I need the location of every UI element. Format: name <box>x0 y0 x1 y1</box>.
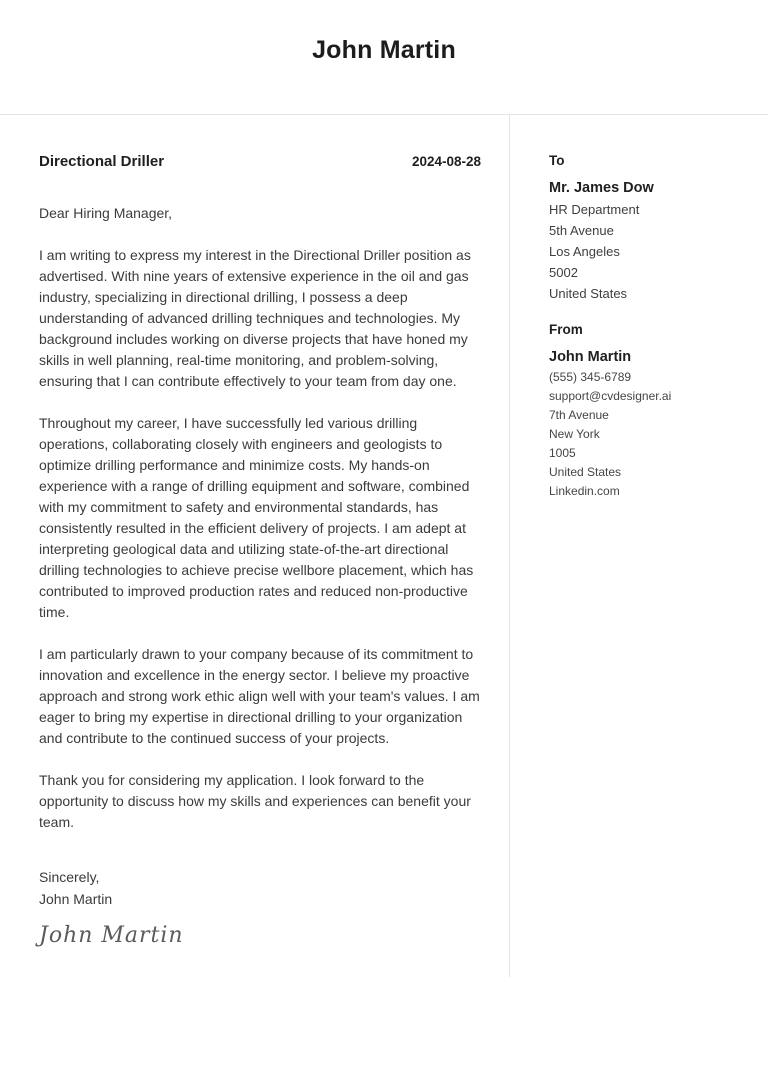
recipient-address-line: HR Department <box>549 202 640 217</box>
closing-salutation: Sincerely, <box>39 869 100 885</box>
letter-body-column <box>0 115 510 977</box>
letter-paragraph: Throughout my career, I have successfully led various drilling operations, collaborating closely with engineers and geologists to optimize drilling performance and minimize costs. My hands-on experience with a range of drilling equipment and software, combined with my commitment to safety and environmental standards, has consistently resulted in the efficient delivery of projects. I am adept at interpreting geological data and utilizing state-of-the-art directional drilling technologies to achieve precise wellbore placement, which has contributed to improved production rates and reduced non-productive time. <box>39 415 474 620</box>
sender-phone: (555) 345-6789 <box>549 370 632 384</box>
letter-paragraph: I am writing to express my interest in the Directional Driller position as advertised. With nine years of extensive experience in the oil and gas industry, specializing in directional drilling, I possess a deep understanding of advanced drilling techniques and technologies. My background includes working on diverse projects that have honed my skills in well planning, real-time monitoring, and problem-solving, ensuring that I can contribute effectively to your team from day one. <box>39 247 471 389</box>
applicant-name-heading: John Martin <box>312 35 456 64</box>
letter-paragraph: I am particularly drawn to your company because of its commitment to innovation and excellence in the energy sector. I believe my proactive approach and strong work ethic align well with your team's values. I am eager to bring my expertise in directional drilling to your organization and contribute to the continued success of your projects. <box>39 646 480 746</box>
sender-email: support@cvdesigner.ai <box>549 389 672 403</box>
sender-linkedin: Linkedin.com <box>549 484 620 498</box>
letter-content <box>0 115 768 977</box>
recipient-address-line: 5002 <box>549 265 578 280</box>
recipient-block <box>549 153 748 304</box>
from-label: From <box>549 322 583 337</box>
recipient-address-line: 5th Avenue <box>549 223 614 238</box>
closing-block <box>39 866 481 910</box>
title-row <box>39 153 481 170</box>
sender-address-line: 1005 <box>549 446 576 460</box>
recipient-address-line: United States <box>549 286 628 301</box>
recipient-address-line: Los Angeles <box>549 244 620 259</box>
sender-name: John Martin <box>549 349 632 365</box>
sender-address-line: United States <box>549 465 622 479</box>
address-sidebar <box>510 115 768 977</box>
job-title: Directional Driller <box>39 153 165 170</box>
signer-name: John Martin <box>39 891 113 907</box>
sender-block <box>549 322 748 501</box>
recipient-name: Mr. James Dow <box>549 180 654 196</box>
sender-address-line: New York <box>549 427 600 441</box>
letter-date: 2024-08-28 <box>411 154 481 169</box>
letter-paragraph: Thank you for considering my application. I look forward to the opportunity to discuss how my skills and experiences can benefit your team. <box>39 772 471 830</box>
greeting: Dear Hiring Manager, <box>39 205 173 221</box>
to-label: To <box>549 153 565 168</box>
handwritten-signature: John Martin <box>39 923 184 948</box>
letter-header <box>0 0 768 115</box>
sender-address-line: 7th Avenue <box>549 408 609 422</box>
